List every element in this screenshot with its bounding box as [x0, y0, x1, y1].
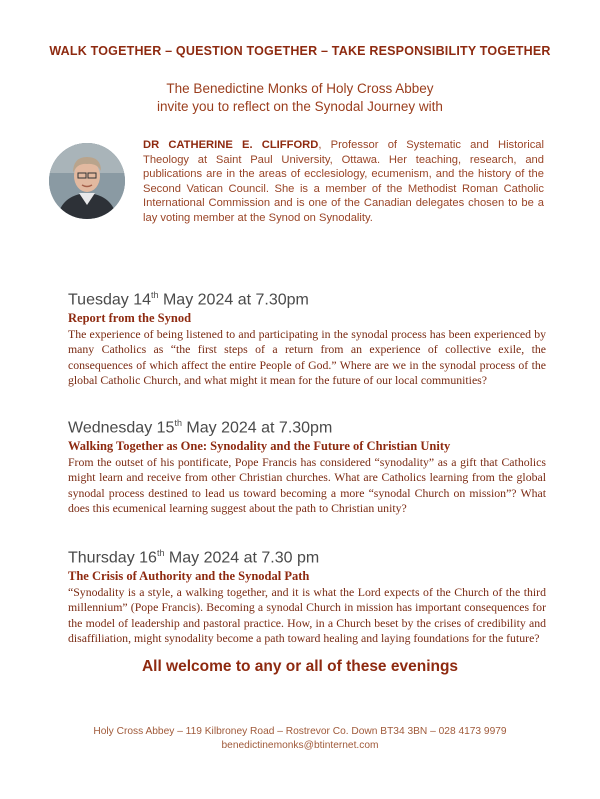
event-description: The experience of being listened to and participating in the synodal process has been experienced by many Catholics as “the first steps of a return from an experience of collective exile, the consequences of which affect the entire People of God.” Where are we in the synodal process of the global Catholic Church, and what might it mean for the future of our local communities? [68, 327, 546, 387]
event-ordinal: th [156, 548, 165, 558]
event-ordinal: th [174, 418, 182, 428]
invitation [0, 80, 600, 116]
event-3 [68, 544, 546, 646]
footer [0, 725, 600, 753]
speaker-bio [143, 138, 544, 226]
footer-address: Holy Cross Abbey – 119 Kilbroney Road – Rostrevor Co. Down BT34 3BN – 028 4173 9979 [93, 726, 507, 737]
event-ordinal: th [151, 290, 159, 300]
welcome-message: All welcome to any or all of these evenings [141, 658, 459, 675]
event-time: May 2024 at 7.30pm [181, 419, 333, 437]
portrait-photo-icon [49, 143, 125, 219]
speaker-photo [49, 143, 125, 219]
event-date [68, 286, 546, 309]
invite-line-2: invite you to reflect on the Synodal Journey with [157, 99, 443, 114]
event-title: Report from the Synod [68, 311, 192, 326]
event-date [68, 544, 546, 567]
headline: WALK TOGETHER – QUESTION TOGETHER – TAKE RESPONSIBILITY TOGETHER [49, 44, 551, 58]
invite-line-1: The Benedictine Monks of Holy Cross Abbey [166, 81, 434, 96]
event-date [68, 414, 546, 437]
event-description: “Synodality is a style, a walking together, and it is what the Lord expects of the Church of the third millennium” (Pope Francis). Becoming a synodal Church in mission has important consequences for the model of leadership and pastoral practice. How, in a Church beset by the crises of credibility and disaffiliation, might synodality become a path toward healing and laying foundations for the future? [68, 585, 546, 645]
event-day: Tuesday 14 [68, 291, 152, 309]
event-title: The Crisis of Authority and the Synodal Path [68, 569, 310, 584]
footer-email[interactable]: benedictinemonks@btinternet.com [221, 740, 379, 751]
event-day: Thursday 16 [68, 549, 157, 567]
event-day: Wednesday 15 [68, 419, 175, 437]
event-2 [68, 414, 546, 516]
event-description: From the outset of his pontificate, Pope Francis has considered “synodality” as a gift that Catholics might learn and receive from other Christian churches. What are Catholics learning from the global synodal process destined to lead us toward becoming a more “synodal Church on mission”? What does this ecumenical learning suggest about the path to Christian unity? [68, 455, 546, 515]
event-title: Walking Together as One: Synodality and the Future of Christian Unity [68, 439, 451, 454]
event-1 [68, 286, 546, 388]
event-time: May 2024 at 7.30 pm [164, 549, 320, 567]
speaker-name: DR CATHERINE E. CLIFFORD [143, 139, 319, 151]
event-time: May 2024 at 7.30pm [158, 291, 309, 309]
speaker-description: , Professor of Systematic and Historical Theology at Saint Paul University, Ottawa. Her teaching, research, and publications are in the areas of ecclesiology, ecumenism, and the history of the Second Vatican Council. She is a member of the Methodist Roman Catholic International Commission and is one of the Canadian delegates chosen to be a lay voting member at the Synod on Synodality. [143, 139, 544, 224]
